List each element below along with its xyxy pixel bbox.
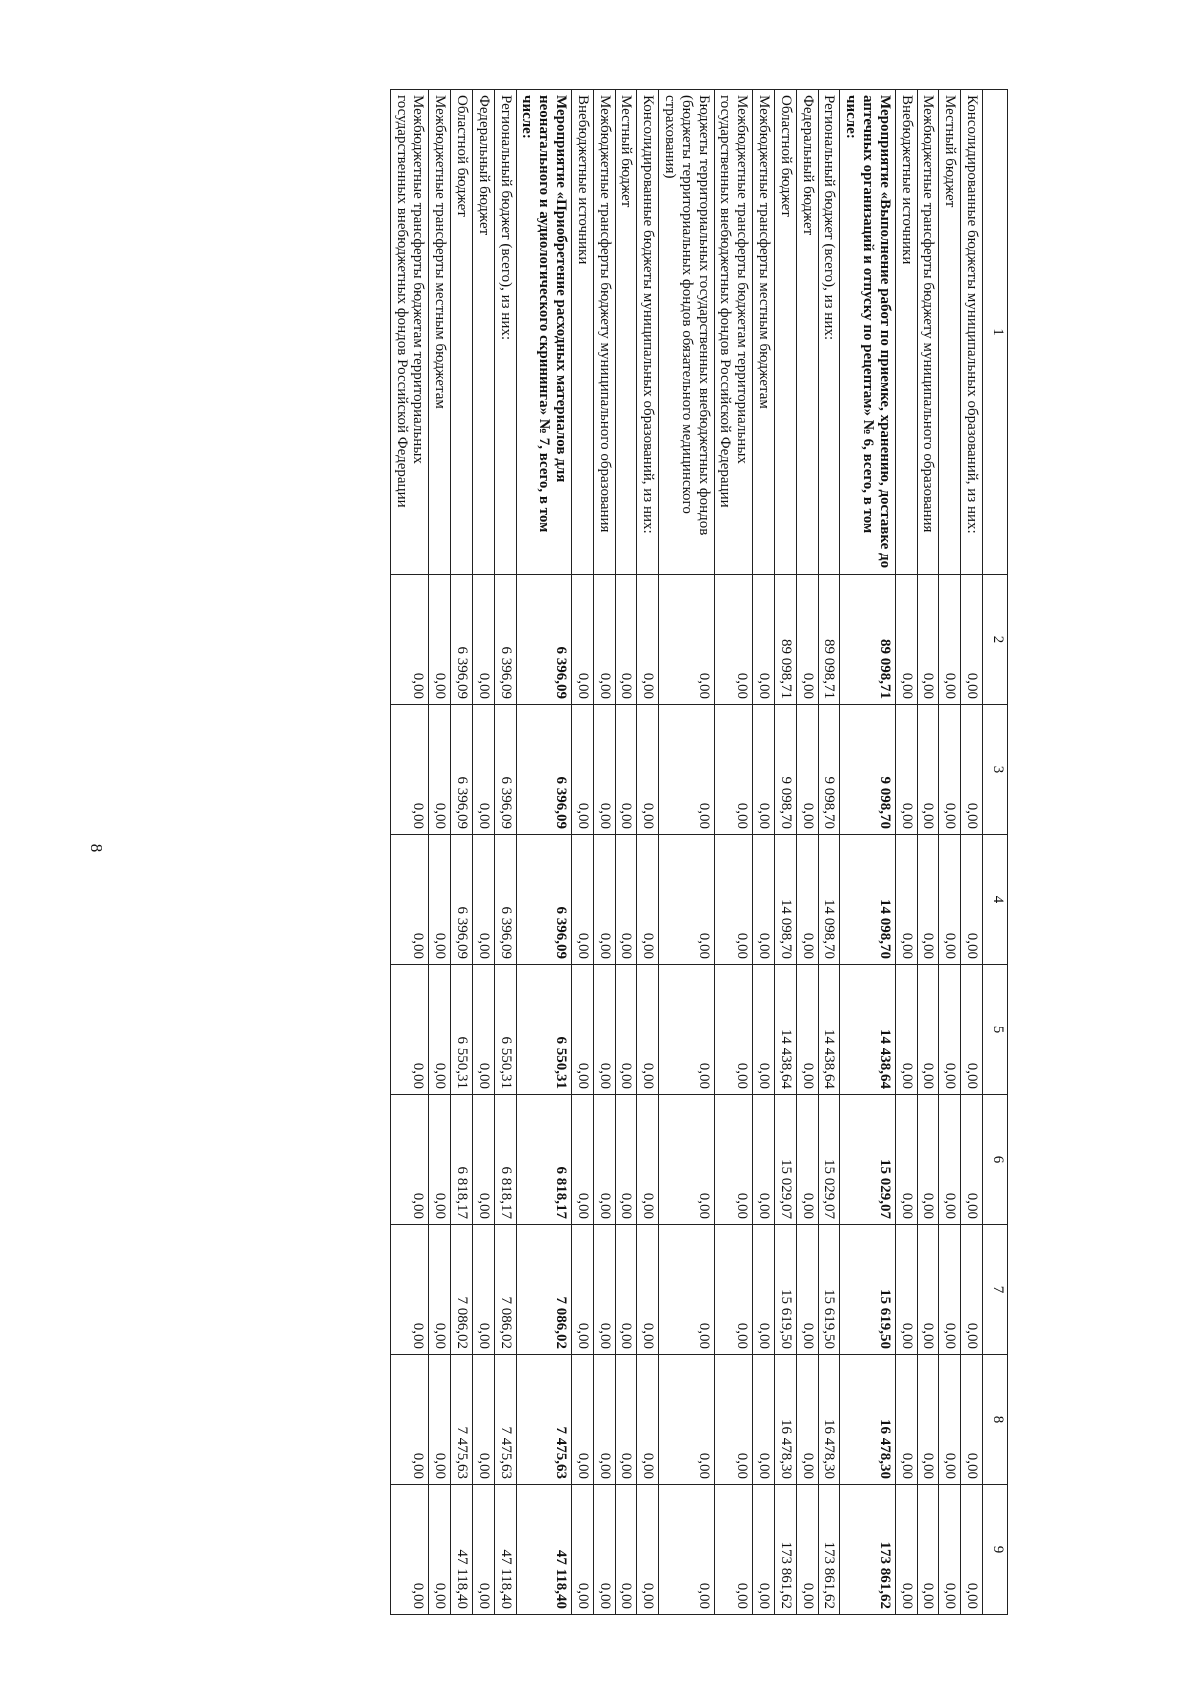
row-label: Мероприятие «Приобретение расходных материалов для неонатального и аудиологического скрининга» № 7, всего, в том числе: xyxy=(516,90,571,575)
value-cell: 0,00 xyxy=(593,705,615,835)
value-cell: 0,00 xyxy=(615,835,637,965)
value-cell: 0,00 xyxy=(917,705,939,835)
table-header xyxy=(983,90,1008,1615)
column-header: 9 xyxy=(983,1485,1008,1615)
value-cell: 0,00 xyxy=(615,1225,637,1355)
value-cell: 0,00 xyxy=(961,1095,983,1225)
value-cell: 0,00 xyxy=(917,965,939,1095)
value-cell: 0,00 xyxy=(572,835,594,965)
value-cell: 0,00 xyxy=(572,705,594,835)
value-cell: 0,00 xyxy=(895,835,917,965)
value-cell: 0,00 xyxy=(961,1485,983,1615)
value-cell: 0,00 xyxy=(429,1485,451,1615)
value-cell: 0,00 xyxy=(753,1095,775,1225)
value-cell: 0,00 xyxy=(637,705,659,835)
value-cell: 0,00 xyxy=(429,705,451,835)
value-cell: 0,00 xyxy=(390,705,429,835)
value-cell: 0,00 xyxy=(637,1225,659,1355)
row-label: Межбюджетные трансферты местным бюджетам xyxy=(753,90,775,575)
table-row xyxy=(593,90,615,1615)
value-cell: 0,00 xyxy=(390,1225,429,1355)
value-cell: 0,00 xyxy=(637,835,659,965)
value-cell: 0,00 xyxy=(917,1095,939,1225)
value-cell: 6 396,09 xyxy=(451,705,473,835)
value-cell: 0,00 xyxy=(572,1485,594,1615)
value-cell: 0,00 xyxy=(961,1225,983,1355)
value-cell: 7 086,02 xyxy=(516,1225,571,1355)
value-cell: 15 029,07 xyxy=(818,1095,840,1225)
value-cell: 0,00 xyxy=(796,705,818,835)
value-cell: 0,00 xyxy=(939,1485,961,1615)
table-row xyxy=(796,90,818,1615)
value-cell: 0,00 xyxy=(572,575,594,705)
value-cell: 0,00 xyxy=(714,705,753,835)
value-cell: 0,00 xyxy=(615,705,637,835)
value-cell: 0,00 xyxy=(753,705,775,835)
value-cell: 0,00 xyxy=(714,965,753,1095)
value-cell: 0,00 xyxy=(961,1355,983,1485)
value-cell: 14 098,70 xyxy=(840,835,895,965)
value-cell: 0,00 xyxy=(390,1355,429,1485)
value-cell: 15 619,50 xyxy=(775,1225,797,1355)
table-row xyxy=(714,90,753,1615)
value-cell: 0,00 xyxy=(615,1095,637,1225)
row-label: Региональный бюджет (всего), из них: xyxy=(818,90,840,575)
table-row xyxy=(390,90,429,1615)
value-cell: 0,00 xyxy=(796,835,818,965)
value-cell: 7 475,63 xyxy=(494,1355,516,1485)
table-row xyxy=(637,90,659,1615)
value-cell: 15 029,07 xyxy=(775,1095,797,1225)
value-cell: 0,00 xyxy=(593,575,615,705)
value-cell: 0,00 xyxy=(593,1225,615,1355)
value-cell: 0,00 xyxy=(593,835,615,965)
value-cell: 0,00 xyxy=(753,965,775,1095)
value-cell: 0,00 xyxy=(473,1355,495,1485)
row-label: Межбюджетные трансферты бюджетам территориальных государственных внебюджетных фондов Российской Федерации xyxy=(390,90,429,575)
value-cell: 15 619,50 xyxy=(840,1225,895,1355)
value-cell: 0,00 xyxy=(659,835,714,965)
header-row xyxy=(983,90,1008,1615)
value-cell: 89 098,71 xyxy=(818,575,840,705)
value-cell: 14 438,64 xyxy=(818,965,840,1095)
value-cell: 7 086,02 xyxy=(451,1225,473,1355)
value-cell: 0,00 xyxy=(473,1485,495,1615)
value-cell: 0,00 xyxy=(895,1355,917,1485)
value-cell: 6 396,09 xyxy=(451,575,473,705)
value-cell: 0,00 xyxy=(637,965,659,1095)
value-cell: 14 438,64 xyxy=(840,965,895,1095)
table-body xyxy=(390,90,982,1615)
value-cell: 14 098,70 xyxy=(775,835,797,965)
value-cell: 0,00 xyxy=(572,1225,594,1355)
value-cell: 173 861,62 xyxy=(775,1485,797,1615)
row-label: Межбюджетные трансферты местным бюджетам xyxy=(429,90,451,575)
value-cell: 6 396,09 xyxy=(494,835,516,965)
value-cell: 6 396,09 xyxy=(516,835,571,965)
value-cell: 0,00 xyxy=(659,1355,714,1485)
value-cell: 0,00 xyxy=(429,965,451,1095)
table-row xyxy=(516,90,571,1615)
value-cell: 0,00 xyxy=(917,835,939,965)
value-cell: 0,00 xyxy=(615,1485,637,1615)
table-row xyxy=(818,90,840,1615)
table-row xyxy=(895,90,917,1615)
value-cell: 0,00 xyxy=(473,835,495,965)
row-label: Межбюджетные трансферты бюджету муниципального образования xyxy=(917,90,939,575)
value-cell: 0,00 xyxy=(473,1095,495,1225)
row-label: Внебюджетные источники xyxy=(895,90,917,575)
value-cell: 0,00 xyxy=(939,965,961,1095)
value-cell: 6 396,09 xyxy=(516,705,571,835)
value-cell: 0,00 xyxy=(659,1485,714,1615)
table-row xyxy=(572,90,594,1615)
row-label: Консолидированные бюджеты муниципальных образований, из них: xyxy=(637,90,659,575)
value-cell: 15 029,07 xyxy=(840,1095,895,1225)
value-cell: 14 438,64 xyxy=(775,965,797,1095)
column-header: 6 xyxy=(983,1095,1008,1225)
value-cell: 47 118,40 xyxy=(516,1485,571,1615)
value-cell: 0,00 xyxy=(659,1225,714,1355)
value-cell: 0,00 xyxy=(961,705,983,835)
value-cell: 47 118,40 xyxy=(494,1485,516,1615)
value-cell: 0,00 xyxy=(390,835,429,965)
value-cell: 0,00 xyxy=(390,1485,429,1615)
table-row xyxy=(429,90,451,1615)
value-cell: 6 818,17 xyxy=(516,1095,571,1225)
value-cell: 9 098,70 xyxy=(840,705,895,835)
value-cell: 0,00 xyxy=(895,1225,917,1355)
value-cell: 0,00 xyxy=(615,965,637,1095)
value-cell: 0,00 xyxy=(659,965,714,1095)
value-cell: 15 619,50 xyxy=(818,1225,840,1355)
value-cell: 0,00 xyxy=(473,1225,495,1355)
value-cell: 89 098,71 xyxy=(775,575,797,705)
column-header: 2 xyxy=(983,575,1008,705)
value-cell: 6 818,17 xyxy=(451,1095,473,1225)
value-cell: 0,00 xyxy=(917,575,939,705)
value-cell: 16 478,30 xyxy=(775,1355,797,1485)
value-cell: 6 396,09 xyxy=(494,575,516,705)
table-row xyxy=(775,90,797,1615)
column-header: 5 xyxy=(983,965,1008,1095)
value-cell: 0,00 xyxy=(593,1485,615,1615)
value-cell: 0,00 xyxy=(473,705,495,835)
value-cell: 0,00 xyxy=(895,1095,917,1225)
value-cell: 0,00 xyxy=(753,1225,775,1355)
value-cell: 0,00 xyxy=(390,575,429,705)
value-cell: 0,00 xyxy=(714,575,753,705)
value-cell: 0,00 xyxy=(917,1485,939,1615)
table-row xyxy=(840,90,895,1615)
value-cell: 0,00 xyxy=(917,1355,939,1485)
value-cell: 9 098,70 xyxy=(775,705,797,835)
value-cell: 173 861,62 xyxy=(840,1485,895,1615)
value-cell: 0,00 xyxy=(637,575,659,705)
value-cell: 0,00 xyxy=(796,1485,818,1615)
value-cell: 0,00 xyxy=(714,1095,753,1225)
value-cell: 0,00 xyxy=(961,575,983,705)
value-cell: 0,00 xyxy=(939,1095,961,1225)
value-cell: 0,00 xyxy=(939,1225,961,1355)
value-cell: 0,00 xyxy=(473,965,495,1095)
table-row xyxy=(753,90,775,1615)
row-label: Федеральный бюджет xyxy=(473,90,495,575)
value-cell: 0,00 xyxy=(615,575,637,705)
value-cell: 0,00 xyxy=(429,575,451,705)
value-cell: 0,00 xyxy=(961,835,983,965)
value-cell: 0,00 xyxy=(939,1355,961,1485)
column-header: 3 xyxy=(983,705,1008,835)
value-cell: 0,00 xyxy=(939,705,961,835)
value-cell: 0,00 xyxy=(753,1485,775,1615)
value-cell: 89 098,71 xyxy=(840,575,895,705)
value-cell: 6 396,09 xyxy=(516,575,571,705)
value-cell: 6 396,09 xyxy=(494,705,516,835)
row-label: Областной бюджет xyxy=(775,90,797,575)
value-cell: 0,00 xyxy=(939,575,961,705)
column-header: 8 xyxy=(983,1355,1008,1485)
value-cell: 16 478,30 xyxy=(818,1355,840,1485)
value-cell: 173 861,62 xyxy=(818,1485,840,1615)
value-cell: 0,00 xyxy=(429,1355,451,1485)
table-row xyxy=(961,90,983,1615)
table-row xyxy=(473,90,495,1615)
value-cell: 0,00 xyxy=(939,835,961,965)
value-cell: 0,00 xyxy=(753,575,775,705)
value-cell: 6 818,17 xyxy=(494,1095,516,1225)
value-cell: 0,00 xyxy=(796,1355,818,1485)
value-cell: 7 475,63 xyxy=(451,1355,473,1485)
budget-table xyxy=(390,89,1008,1615)
row-label: Местный бюджет xyxy=(939,90,961,575)
value-cell: 0,00 xyxy=(796,1225,818,1355)
value-cell: 0,00 xyxy=(637,1485,659,1615)
value-cell: 0,00 xyxy=(659,1095,714,1225)
value-cell: 0,00 xyxy=(429,835,451,965)
row-label: Федеральный бюджет xyxy=(796,90,818,575)
value-cell: 6 550,31 xyxy=(494,965,516,1095)
value-cell: 0,00 xyxy=(572,965,594,1095)
value-cell: 6 550,31 xyxy=(516,965,571,1095)
value-cell: 0,00 xyxy=(659,575,714,705)
value-cell: 14 098,70 xyxy=(818,835,840,965)
value-cell: 0,00 xyxy=(615,1355,637,1485)
page-number: 8 xyxy=(87,843,106,853)
value-cell: 0,00 xyxy=(895,965,917,1095)
value-cell: 0,00 xyxy=(572,1355,594,1485)
value-cell: 0,00 xyxy=(895,575,917,705)
value-cell: 0,00 xyxy=(637,1095,659,1225)
row-label: Региональный бюджет (всего), из них: xyxy=(494,90,516,575)
value-cell: 0,00 xyxy=(796,1095,818,1225)
value-cell: 0,00 xyxy=(714,835,753,965)
value-cell: 7 086,02 xyxy=(494,1225,516,1355)
value-cell: 0,00 xyxy=(895,705,917,835)
row-label: Областной бюджет xyxy=(451,90,473,575)
value-cell: 0,00 xyxy=(714,1225,753,1355)
column-header: 4 xyxy=(983,835,1008,965)
value-cell: 0,00 xyxy=(753,835,775,965)
table-row xyxy=(451,90,473,1615)
value-cell: 16 478,30 xyxy=(840,1355,895,1485)
table-rotation-wrapper xyxy=(180,89,1008,1614)
value-cell: 0,00 xyxy=(473,575,495,705)
value-cell: 0,00 xyxy=(593,1095,615,1225)
row-label: Бюджеты территориальных государственных внебюджетных фондов (бюджеты территориальных фондов обязательного медицинского страхования) xyxy=(659,90,714,575)
value-cell: 0,00 xyxy=(895,1485,917,1615)
value-cell: 0,00 xyxy=(714,1485,753,1615)
table-row xyxy=(917,90,939,1615)
value-cell: 0,00 xyxy=(796,575,818,705)
value-cell: 6 550,31 xyxy=(451,965,473,1095)
row-label: Местный бюджет xyxy=(615,90,637,575)
value-cell: 0,00 xyxy=(593,1355,615,1485)
value-cell: 0,00 xyxy=(659,705,714,835)
value-cell: 0,00 xyxy=(714,1355,753,1485)
value-cell: 6 396,09 xyxy=(451,835,473,965)
row-label: Мероприятие «Выполнение работ по приемке, хранению, доставке до аптечных организаций и отпуску по рецептам» № 6, всего, в том числе: xyxy=(840,90,895,575)
value-cell: 9 098,70 xyxy=(818,705,840,835)
row-label: Межбюджетные трансферты бюджетам территориальных государственных внебюджетных фондов Российской Федерации xyxy=(714,90,753,575)
value-cell: 0,00 xyxy=(796,965,818,1095)
row-label: Консолидированные бюджеты муниципальных образований, из них: xyxy=(961,90,983,575)
value-cell: 0,00 xyxy=(429,1095,451,1225)
row-label: Внебюджетные источники xyxy=(572,90,594,575)
value-cell: 0,00 xyxy=(390,1095,429,1225)
value-cell: 7 475,63 xyxy=(516,1355,571,1485)
table-row xyxy=(939,90,961,1615)
column-header: 7 xyxy=(983,1225,1008,1355)
table-row xyxy=(615,90,637,1615)
value-cell: 47 118,40 xyxy=(451,1485,473,1615)
value-cell: 0,00 xyxy=(429,1225,451,1355)
row-label: Межбюджетные трансферты бюджету муниципального образования xyxy=(593,90,615,575)
value-cell: 0,00 xyxy=(961,965,983,1095)
value-cell: 0,00 xyxy=(753,1355,775,1485)
column-header: 1 xyxy=(983,90,1008,575)
value-cell: 0,00 xyxy=(593,965,615,1095)
table-row xyxy=(659,90,714,1615)
value-cell: 0,00 xyxy=(637,1355,659,1485)
table-row xyxy=(494,90,516,1615)
value-cell: 0,00 xyxy=(572,1095,594,1225)
value-cell: 0,00 xyxy=(390,965,429,1095)
value-cell: 0,00 xyxy=(917,1225,939,1355)
table-container xyxy=(180,89,1008,1614)
